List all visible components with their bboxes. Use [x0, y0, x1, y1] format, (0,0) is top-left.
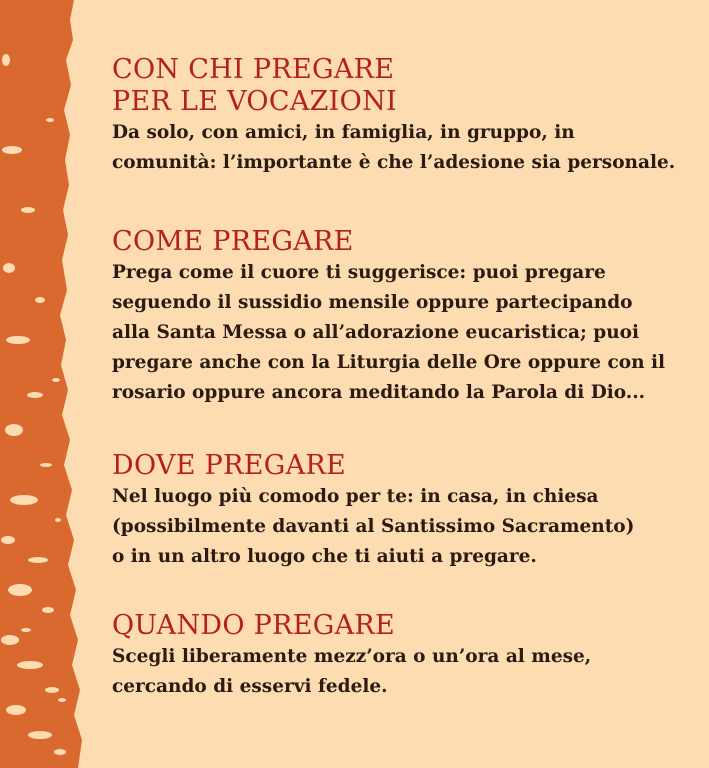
heading-line: COME PREGARE — [112, 226, 354, 257]
heading-line: CON CHI PREGARE — [112, 54, 395, 85]
brush-stroke-decoration — [0, 0, 110, 768]
section-heading — [112, 450, 634, 482]
body-line: Da solo, con amici, in famiglia, in gruppo, in — [112, 122, 575, 143]
body-line: Nel luogo più comodo per te: in casa, in chiesa — [112, 486, 599, 507]
body-line: seguendo il sussidio mensile oppure partecipando — [112, 292, 633, 313]
heading-line: PER LE VOCAZIONI — [112, 86, 397, 117]
body-line: cercando di esservi fedele. — [112, 676, 388, 697]
body-line: o in un altro luogo che ti aiuti a pregare. — [112, 546, 537, 567]
section-body — [112, 642, 591, 702]
section-heading — [112, 226, 665, 258]
section-quando-pregare — [112, 610, 591, 702]
heading-line: QUANDO PREGARE — [112, 610, 396, 641]
body-line: rosario oppure ancora meditando la Parola di Dio... — [112, 382, 646, 403]
section-heading — [112, 54, 675, 118]
section-body — [112, 118, 675, 178]
section-come-pregare — [112, 226, 665, 408]
body-line: comunità: l’importante è che l’adesione sia personale. — [112, 152, 676, 173]
section-heading — [112, 610, 591, 642]
section-body — [112, 258, 665, 408]
section-con-chi-pregare — [112, 54, 675, 178]
heading-line: DOVE PREGARE — [112, 450, 347, 481]
section-body — [112, 482, 634, 572]
body-line: Prega come il cuore ti suggerisce: puoi pregare — [112, 262, 606, 283]
body-line: pregare anche con la Liturgia delle Ore oppure con il — [112, 352, 666, 373]
body-line: alla Santa Messa o all’adorazione eucaristica; puoi — [112, 322, 640, 343]
body-line: (possibilmente davanti al Santissimo Sacramento) — [112, 516, 635, 537]
section-dove-pregare — [112, 450, 634, 572]
body-line: Scegli liberamente mezz’ora o un’ora al mese, — [112, 646, 592, 667]
